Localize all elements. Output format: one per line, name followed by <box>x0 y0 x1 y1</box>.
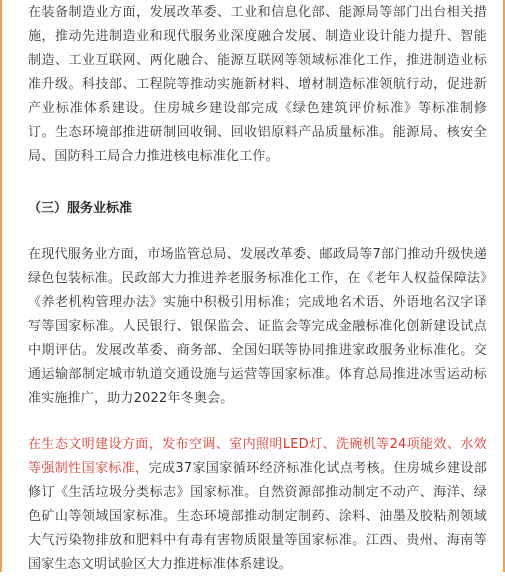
ecology-body-text: 完成37家国家循环经济标准化试点考核。住房城乡建设部修订《生活垃圾分类标志》国家标准。自然资源部推动制定不动产、海洋、绿色矿山等领域国家标准。生态环境部推动制定制药、涂料、油墨及胶粘剂领域大气污染物排放和肥料中有毒有害物质限量等国家标准。江西、贵州、海南等国家生态文明试验区大力推进标准体系建设。 <box>28 461 487 572</box>
section-heading-services: （三）服务业标准 <box>28 201 133 216</box>
paragraph-services: 在现代服务业方面，市场监管总局、发展改革委、邮政局等7部门推动升级快递绿色包装标准。民政部大力推进养老服务标准化工作，在《老年人权益保障法》《养老机构管理办法》实施中积极引用标准；完成地名术语、外语地名汉字译写等国家标准。人民银行、银保监会、证监会等完成金融标准化创新建设试点中期评估。发展改革委、商务部、全国妇联等协同推进家政服务业标准化。交通运输部制定城市轨道交通设施与运营等国家标准。体育总局推进冰雪运动标准实施推广，助力2022年冬奥会。 <box>28 247 487 406</box>
paragraph-manufacturing: 在装备制造业方面，发展改革委、工业和信息化部、能源局等部门出台相关措施，推动先进制造业和现代服务业深度融合发展、制造业设计能力提升、智能制造、工业互联网、两化融合、能源互联网等领域标准化工作，推进制造业标准升级。科技部、工程院等推动实施新材料、增材制造标准领航行动，促进新产业标准体系建设。住房城乡建设部完成《绿色建筑评价标准》等标准制修订。生态环境部推进研制回收铜、回收铝原料产品质量标准。能源局、核安全局、国防科工局合力推进核电标准化工作。 <box>28 5 487 164</box>
paragraph-ecology <box>28 433 487 577</box>
ecology-highlight-text: 在生态文明建设方面，发布空调、室内照明LED灯、洗碗机等24项能效、水效等强制性国家标准， <box>28 437 487 476</box>
